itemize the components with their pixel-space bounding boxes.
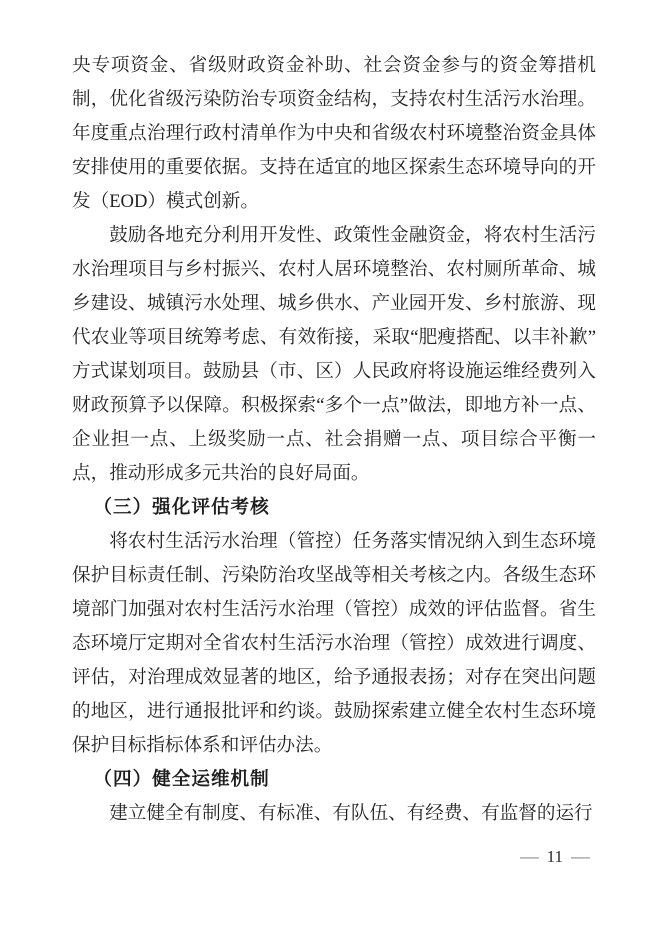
- page-number-dash-right: —: [571, 847, 590, 866]
- page-footer: [521, 845, 589, 869]
- paragraph-financing-projects: 鼓励各地充分利用开发性、政策性金融资金，将农村生活污水治理项目与乡村振兴、农村人居环境整治、农村厕所革命、城乡建设、城镇污水处理、城乡供水、产业园开发、乡村旅游、现代农业等项目统筹考虑、有效衔接，采取“肥瘦搭配、以丰补歉”方式谋划项目。鼓励县（市、区）人民政府将设施运维经费列入财政预算予以保障。积极探索“多个一点”做法，即地方补一点、企业担一点、上级奖励一点、社会捐赠一点、项目综合平衡一点，推动形成多元共治的良好局面。: [72, 225, 596, 484]
- document-body: [72, 49, 596, 831]
- section-heading-operation-maintenance: （四）健全运维机制: [93, 769, 270, 790]
- paragraph-assessment-supervision: 将农村生活污水治理（管控）任务落实情况纳入到生态环境保护目标责任制、污染防治攻坚战等相关考核之内。各级生态环境部门加强对农村生活污水治理（管控）成效的评估监督。省生态环境厅定期对全省农村生活污水治理（管控）成效进行调度、评估，对治理成效显著的地区，给予通报表扬；对存在突出问题的地区，进行通报批评和约谈。鼓励探索建立健全农村生态环境保护目标指标体系和评估办法。: [72, 531, 596, 756]
- paragraph-operation-system: 建立健全有制度、有标准、有队伍、有经费、有监督的运行: [109, 803, 593, 824]
- section-heading-evaluation: （三）强化评估考核: [93, 497, 270, 518]
- page-number: 11: [546, 847, 563, 866]
- paragraph-funding-mechanism: 央专项资金、省级财政资金补助、社会资金参与的资金筹措机制，优化省级污染防治专项资金结构，支持农村生活污水治理。年度重点治理行政村清单作为中央和省级农村环境整治资金具体安排使用的重要依据。支持在适宜的地区探索生态环境导向的开发（EOD）模式创新。: [72, 55, 596, 212]
- page-number-dash-left: —: [519, 847, 539, 866]
